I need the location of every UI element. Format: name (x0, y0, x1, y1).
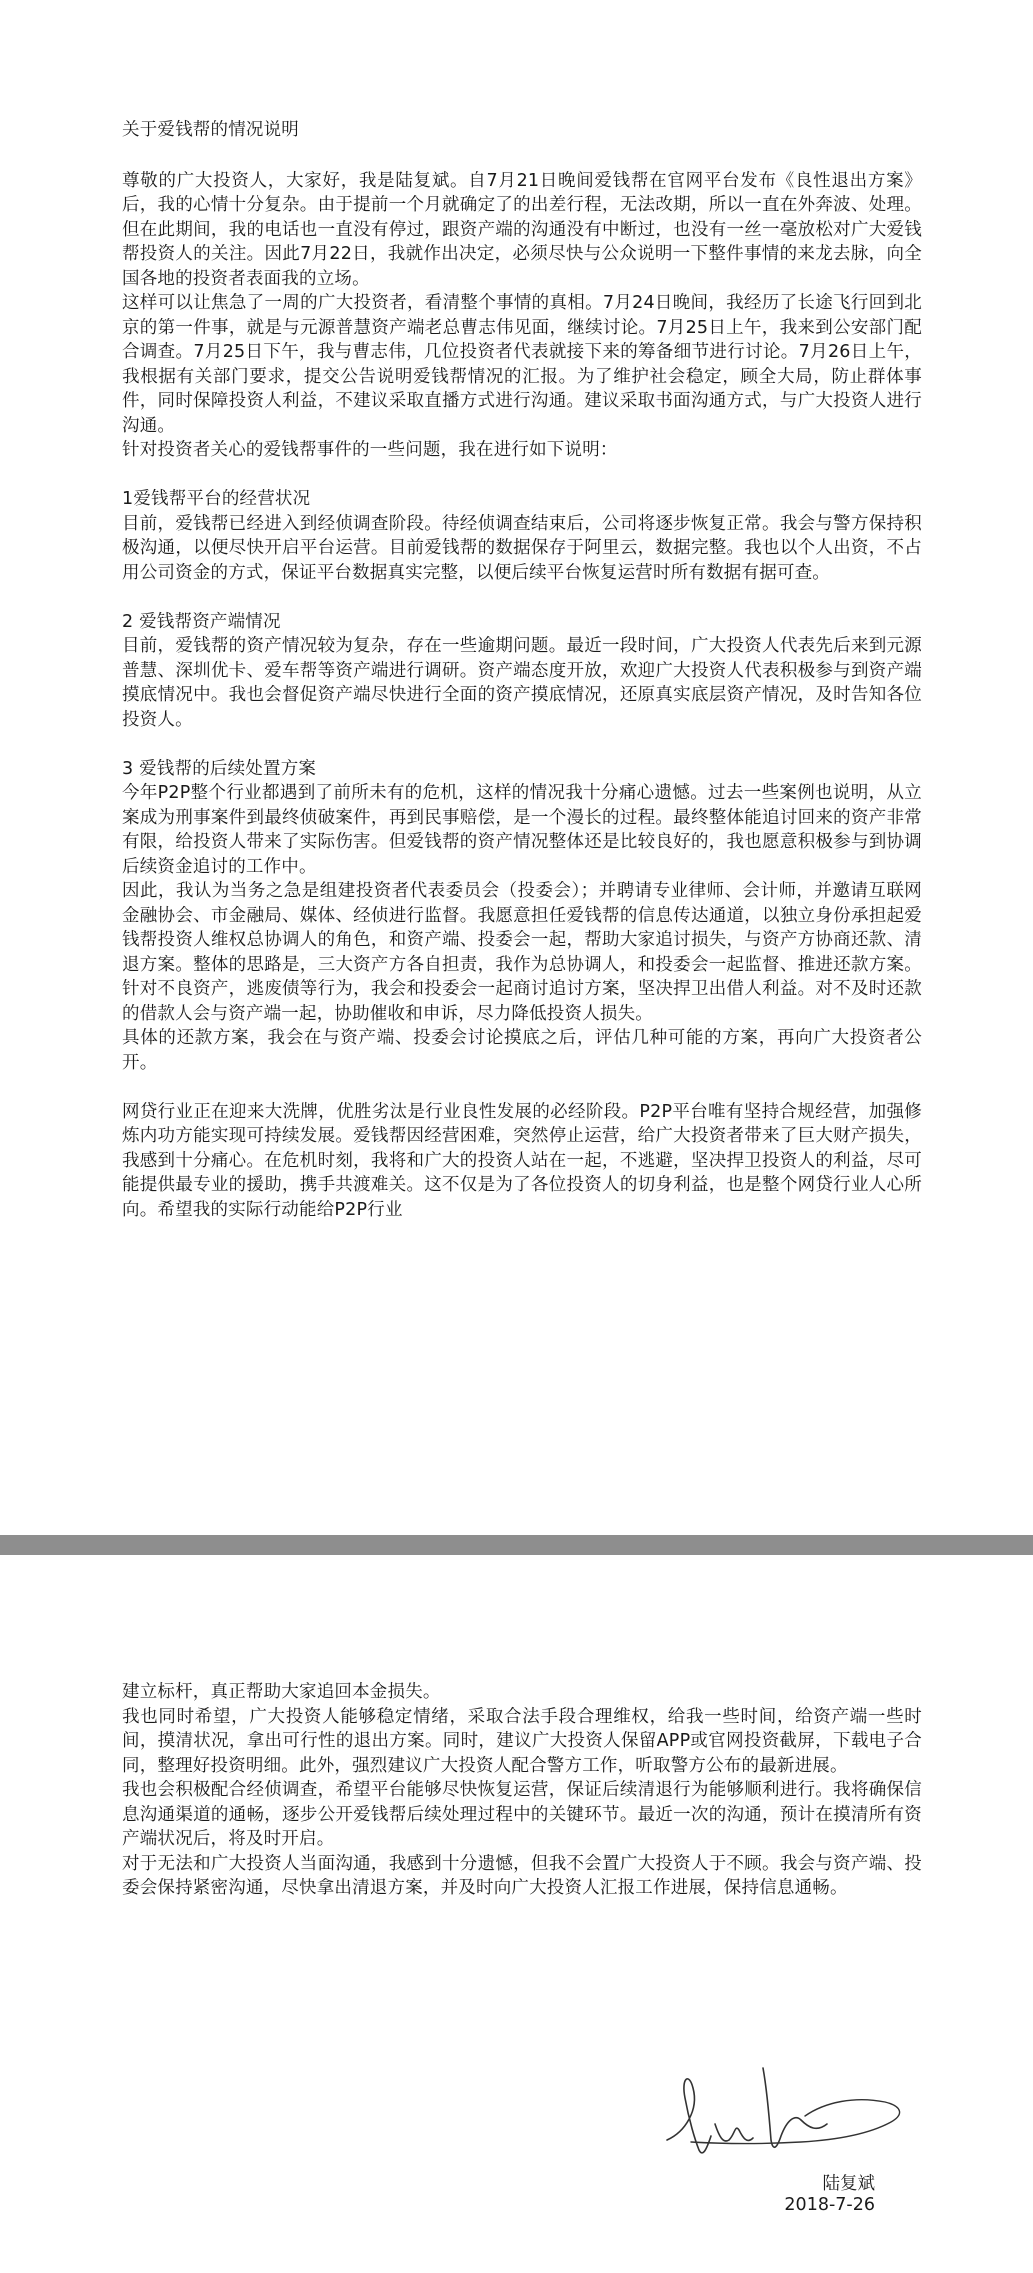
section-1-heading: 1爱钱帮平台的经营状况 (122, 489, 311, 509)
signature-date: 2018-7-26 (784, 2195, 875, 2215)
page-separator (0, 1535, 1033, 1555)
section-1-paragraph-1: 目前，爱钱帮已经进入到经侦调查阶段。待经侦调查结束后，公司将逐步恢复正常。我会与警方保持积极沟通，以便尽快开启平台运营。目前爱钱帮的数据保存于阿里云，数据完整。我也以个人出资，不占用公司资金的方式，保证平台数据真实完整，以便后续平台恢复运营时所有数据有据可查。 (122, 513, 922, 583)
section-3-paragraph-1: 今年P2P整个行业都遇到了前所未有的危机，这样的情况我十分痛心遗憾。过去一些案例也说明，从立案成为刑事案件到最终侦破案件，再到民事赔偿，是一个漫长的过程。最终整体能追讨回来的资产非常有限，给投资人带来了实际伤害。但爱钱帮的资产情况整体还是比较良好的，我也愿意积极参与到协调后续资金追讨的工作中。 (122, 783, 922, 877)
section-3-paragraph-2: 因此，我认为当务之急是组建投资者代表委员会（投委会）；并聘请专业律师、会计师，并邀请互联网金融协会、市金融局、媒体、经侦进行监督。我愿意担任爱钱帮的信息传达通道，以独立身份承担起爱钱帮投资人维权总协调人的角色，和资产端、投委会一起，帮助大家追讨损失，与资产方协商还款、清退方案。整体的思路是，三大资产方各自担责，我作为总协调人，和投委会一起监督、推进还款方案。针对不良资产，逃废债等行为，我会和投委会一起商讨追讨方案，坚决捍卫出借人利益。对不及时还款的借款人会与资产端一起，协助催收和申诉，尽力降低投资人损失。 (122, 881, 922, 1024)
section-2-paragraph-1: 目前，爱钱帮的资产情况较为复杂，存在一些逾期问题。最近一段时间，广大投资人代表先后来到元源普慧、深圳优卡、爱车帮等资产端进行调研。资产端态度开放，欢迎广大投资人代表积极参与到资产端摸底情况中。我也会督促资产端尽快进行全面的资产摸底情况，还原真实底层资产情况，及时告知各位投资人。 (122, 636, 922, 730)
signature-block (655, 2040, 925, 2215)
section-2-heading: 2 爱钱帮资产端情况 (122, 611, 281, 632)
page-2-paragraph-3: 我也会积极配合经侦调查，希望平台能够尽快恢复运营，保证后续清退行为能够顺利进行。我将确保信息沟通渠道的通畅，逐步公开爱钱帮后续处理过程中的关键环节。最近一次的沟通，预计在摸清所有资产端状况后，将及时开启。 (122, 1780, 922, 1849)
page-2-paragraph-2: 我也同时希望，广大投资人能够稳定情绪，采取合法手段合理维权，给我一些时间，给资产端一些时间，摸清状况，拿出可行性的退出方案。同时，建议广大投资人保留APP或官网投资截屏，下载电子合同，整理好投资明细。此外，强烈建议广大投资人配合警方工作，听取警方公布的最新进展。 (122, 1706, 922, 1776)
handwritten-signature-icon (655, 2040, 915, 2170)
section-3-paragraph-3: 具体的还款方案，我会在与资产端、投委会讨论摸底之后，评估几种可能的方案，再向广大投资者公开。 (122, 1028, 922, 1073)
document-title: 关于爱钱帮的情况说明 (122, 120, 299, 140)
section-3-heading: 3 爱钱帮的后续处置方案 (122, 758, 317, 779)
intro-paragraph-2: 这样可以让焦急了一周的广大投资者，看清整个事情的真相。7月24日晚间，我经历了长途飞行回到北京的第一件事，就是与元源普慧资产端老总曹志伟见面，继续讨论。7月25日上午，我来到公安部门配合调查。7月25日下午，我与曹志伟，几位投资者代表就接下来的筹备细节进行讨论。7月26日上午，我根据有关部门要求，提交公告说明爱钱帮情况的汇报。为了维护社会稳定，顾全大局，防止群体事件，同时保障投资人利益，不建议采取直播方式进行沟通。建议采取书面沟通方式，与广大投资人进行沟通。 (122, 293, 922, 436)
page-2-paragraph-4: 对于无法和广大投资人当面沟通，我感到十分遗憾，但我不会置广大投资人于不顾。我会与资产端、投委会保持紧密沟通，尽快拿出清退方案，并及时向广大投资人汇报工作进展，保持信息通畅。 (122, 1853, 922, 1898)
closing-paragraph-page-1: 网贷行业正在迎来大洗牌，优胜劣汰是行业良性发展的必经阶段。P2P平台唯有坚持合规经营，加强修炼内功方能实现可持续发展。爱钱帮因经营困难，突然停止运营，给广大投资者带来了巨大财产损失，我感到十分痛心。在危机时刻，我将和广大的投资人站在一起，不逃避，坚决捍卫投资人的利益，尽可能提供最专业的援助，携手共渡难关。这不仅是为了各位投资人的切身利益，也是整个网贷行业人心所向。希望我的实际行动能给P2P行业 (122, 1101, 922, 1220)
intro-paragraph-1: 尊敬的广大投资人，大家好，我是陆复斌。自7月21日晚间爱钱帮在官网平台发布《良性退出方案》后，我的心情十分复杂。由于提前一个月就确定了的出差行程，无法改期，所以一直在外奔波、处理。但在此期间，我的电话也一直没有停过，跟资产端的沟通没有中断过，也没有一丝一毫放松对广大爱钱帮投资人的关注。因此7月22日，我就作出决定，必须尽快与公众说明一下整件事情的来龙去脉，向全国各地的投资者表面我的立场。 (122, 170, 922, 289)
page-2-content (122, 1680, 922, 1901)
intro-paragraph-3: 针对投资者关心的爱钱帮事件的一些问题，我在进行如下说明： (122, 440, 618, 460)
page-2-paragraph-1: 建立标杆，真正帮助大家追回本金损失。 (122, 1682, 441, 1702)
document-page-2 (0, 1555, 1033, 2273)
signer-name: 陆复斌 (822, 2174, 875, 2194)
page-1-content (122, 118, 922, 1222)
